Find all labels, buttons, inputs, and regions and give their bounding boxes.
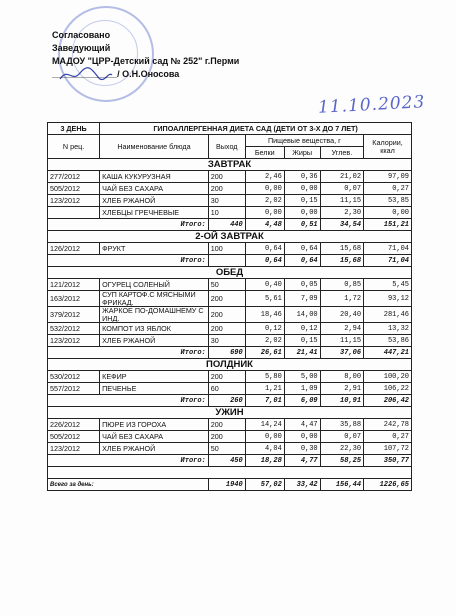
table-row [48,279,412,291]
protein-value: 0,12 [245,323,284,335]
total-carbs: 15,68 [320,255,363,267]
total-fat: 0,64 [284,255,320,267]
dish-name: КЕФИР [100,371,209,383]
menu-table [47,122,412,491]
dish-name: ПЕЧЕНЬЕ [100,383,209,395]
total-calories: 151,21 [364,219,412,231]
approval-line-1: Согласовано [52,30,111,40]
table-row [48,335,412,347]
protein-value: 2,02 [245,335,284,347]
day-cell: 3 ДЕНЬ [48,123,100,135]
yield-value: 50 [208,279,245,291]
total-protein: 26,61 [245,347,284,359]
yield-value: 200 [208,419,245,431]
approval-line-4: _____________/ О.Н.Оносова [52,69,180,79]
total-row [48,255,412,267]
grand-total-label: Всего за день: [48,479,209,491]
total-calories: 71,04 [364,255,412,267]
yield-value: 10 [208,207,245,219]
dish-name: ХЛЕБЦЫ ГРЕЧНЕВЫЕ [100,207,209,219]
carbs-value: 35,88 [320,419,363,431]
dish-name: ЖАРКОЕ ПО-ДОМАШНЕМУ С ИНД. [100,307,209,323]
fat-value: 0,00 [284,183,320,195]
total-carbs: 58,25 [320,455,363,467]
official-stamp [58,6,154,102]
dish-name: ФРУКТ [100,243,209,255]
fat-value: 14,00 [284,307,320,323]
fat-value: 0,15 [284,195,320,207]
diet-title: ГИПОАЛЛЕРГЕННАЯ ДИЕТА САД (ДЕТИ ОТ 3-Х ДО 7 ЛЕТ) [100,123,412,135]
yield-value: 100 [208,243,245,255]
table-row [48,307,412,323]
carbs-value: 11,15 [320,335,363,347]
protein-value: 0,00 [245,431,284,443]
calories-value: 0,27 [364,431,412,443]
total-fat: 4,77 [284,455,320,467]
handwritten-date: 11.10.2023 [317,92,426,118]
yield-value: 200 [208,431,245,443]
carbs-value: 11,15 [320,195,363,207]
calories-value: 107,72 [364,443,412,455]
recipe-number: 379/2012 [48,307,100,323]
protein-value: 2,02 [245,195,284,207]
protein-value: 14,24 [245,419,284,431]
total-protein: 4,48 [245,219,284,231]
carbs-value: 1,72 [320,291,363,307]
recipe-number: 123/2012 [48,335,100,347]
section-header [48,359,412,371]
carbs-value: 0,07 [320,431,363,443]
dish-name: ПЮРЕ ИЗ ГОРОХА [100,419,209,431]
protein-value: 2,46 [245,171,284,183]
total-yield: 690 [208,347,245,359]
dish-name: КОМПОТ ИЗ ЯБЛОК [100,323,209,335]
fat-value: 0,36 [284,171,320,183]
grand-total-yield: 1940 [208,479,245,491]
fat-value: 0,12 [284,323,320,335]
recipe-number: 123/2012 [48,443,100,455]
fat-value: 0,05 [284,279,320,291]
calories-value: 0,27 [364,183,412,195]
total-protein: 18,28 [245,455,284,467]
fat-value: 0,15 [284,335,320,347]
table-row [48,195,412,207]
total-yield: 260 [208,395,245,407]
table-row [48,243,412,255]
carbs-value: 0,85 [320,279,363,291]
calories-value: 281,46 [364,307,412,323]
section-title: ЗАВТРАК [48,159,412,171]
total-fat: 21,41 [284,347,320,359]
yield-value: 50 [208,443,245,455]
table-row [48,443,412,455]
yield-value: 200 [208,291,245,307]
header-recipe: N рец. [48,135,100,159]
carbs-value: 2,30 [320,207,363,219]
protein-value: 0,64 [245,243,284,255]
grand-total-calories: 1226,65 [364,479,412,491]
total-yield: 450 [208,455,245,467]
calories-value: 53,86 [364,335,412,347]
recipe-number: 530/2012 [48,371,100,383]
total-label: Итого: [48,455,209,467]
protein-value: 18,46 [245,307,284,323]
table-row [48,171,412,183]
header-yield: Выход [208,135,245,159]
calories-value: 106,22 [364,383,412,395]
fat-value: 4,47 [284,419,320,431]
protein-value: 0,00 [245,183,284,195]
grand-total-protein: 57,02 [245,479,284,491]
protein-value: 4,04 [245,443,284,455]
dish-name: ХЛЕБ РЖАНОЙ [100,443,209,455]
spacer-cell [48,467,412,479]
header-calories: Калории, ккал [364,135,412,159]
calories-value: 53,85 [364,195,412,207]
carbs-value: 2,94 [320,323,363,335]
total-fat: 0,51 [284,219,320,231]
total-row [48,347,412,359]
section-header [48,407,412,419]
total-calories: 206,42 [364,395,412,407]
carbs-value: 0,07 [320,183,363,195]
recipe-number: 505/2012 [48,183,100,195]
fat-value: 0,64 [284,243,320,255]
yield-value: 200 [208,307,245,323]
approval-line-2: Заведующий [52,43,111,53]
fat-value: 0,00 [284,207,320,219]
total-label: Итого: [48,347,209,359]
total-row [48,455,412,467]
calories-value: 93,12 [364,291,412,307]
total-label: Итого: [48,395,209,407]
protein-value: 1,21 [245,383,284,395]
recipe-number: 505/2012 [48,431,100,443]
carbs-value: 8,00 [320,371,363,383]
yield-value: 60 [208,383,245,395]
table-row [48,383,412,395]
spacer-row [48,467,412,479]
yield-value: 200 [208,183,245,195]
total-protein: 0,64 [245,255,284,267]
header-dish: Наименование блюда [100,135,209,159]
dish-name: ЧАЙ БЕЗ САХАРА [100,183,209,195]
header-protein: Белки [245,147,284,159]
carbs-value: 15,68 [320,243,363,255]
header-fat: Жиры [284,147,320,159]
yield-value: 200 [208,171,245,183]
total-label: Итого: [48,255,209,267]
carbs-value: 2,91 [320,383,363,395]
dish-name: СУП КАРТОФ.С МЯСНЫМИ ФРИКАД. [100,291,209,307]
protein-value: 0,00 [245,207,284,219]
approval-line-3: МАДОУ "ЦРР-Детский сад № 252" г.Перми [52,56,240,66]
section-header [48,231,412,243]
fat-value: 1,09 [284,383,320,395]
yield-value: 200 [208,371,245,383]
grand-total-carbs: 156,44 [320,479,363,491]
table-row [48,371,412,383]
total-yield: 440 [208,219,245,231]
total-fat: 6,09 [284,395,320,407]
table-row [48,431,412,443]
protein-value: 5,80 [245,371,284,383]
dish-name: ЧАЙ БЕЗ САХАРА [100,431,209,443]
dish-name: ХЛЕБ РЖАНОЙ [100,195,209,207]
dish-name: ОГУРЕЦ СОЛЕНЫЙ [100,279,209,291]
fat-value: 0,00 [284,431,320,443]
calories-value: 13,32 [364,323,412,335]
fat-value: 7,09 [284,291,320,307]
table-row [48,291,412,307]
protein-value: 0,40 [245,279,284,291]
protein-value: 5,61 [245,291,284,307]
recipe-number: 163/2012 [48,291,100,307]
recipe-number: 277/2012 [48,171,100,183]
recipe-number [48,207,100,219]
calories-value: 71,04 [364,243,412,255]
total-calories: 447,21 [364,347,412,359]
table-row [48,419,412,431]
total-carbs: 10,91 [320,395,363,407]
calories-value: 5,45 [364,279,412,291]
recipe-number: 226/2012 [48,419,100,431]
recipe-number: 557/2012 [48,383,100,395]
total-calories: 350,77 [364,455,412,467]
header-nutrients: Пищевые вещества, г [245,135,363,147]
yield-value: 200 [208,323,245,335]
grand-total-fat: 33,42 [284,479,320,491]
dish-name: ХЛЕБ РЖАНОЙ [100,335,209,347]
section-title: УЖИН [48,407,412,419]
section-header [48,267,412,279]
total-carbs: 37,06 [320,347,363,359]
table-row [48,323,412,335]
calories-value: 0,00 [364,207,412,219]
grand-total-row [48,479,412,491]
total-protein: 7,01 [245,395,284,407]
carbs-value: 22,30 [320,443,363,455]
total-label: Итого: [48,219,209,231]
recipe-number: 123/2012 [48,195,100,207]
carbs-value: 20,40 [320,307,363,323]
recipe-number: 532/2012 [48,323,100,335]
recipe-number: 126/2012 [48,243,100,255]
section-title: ОБЕД [48,267,412,279]
yield-value: 30 [208,195,245,207]
total-row [48,395,412,407]
calories-value: 242,78 [364,419,412,431]
calories-value: 97,09 [364,171,412,183]
recipe-number: 121/2012 [48,279,100,291]
fat-value: 0,30 [284,443,320,455]
calories-value: 100,20 [364,371,412,383]
fat-value: 5,00 [284,371,320,383]
section-header [48,159,412,171]
total-row [48,219,412,231]
section-title: ПОЛДНИК [48,359,412,371]
carbs-value: 21,02 [320,171,363,183]
section-title: 2-ОЙ ЗАВТРАК [48,231,412,243]
table-row [48,183,412,195]
header-carbs: Углев. [320,147,363,159]
total-carbs: 34,54 [320,219,363,231]
table-row [48,207,412,219]
total-yield [208,255,245,267]
yield-value: 30 [208,335,245,347]
dish-name: КАША КУКУРУЗНАЯ [100,171,209,183]
